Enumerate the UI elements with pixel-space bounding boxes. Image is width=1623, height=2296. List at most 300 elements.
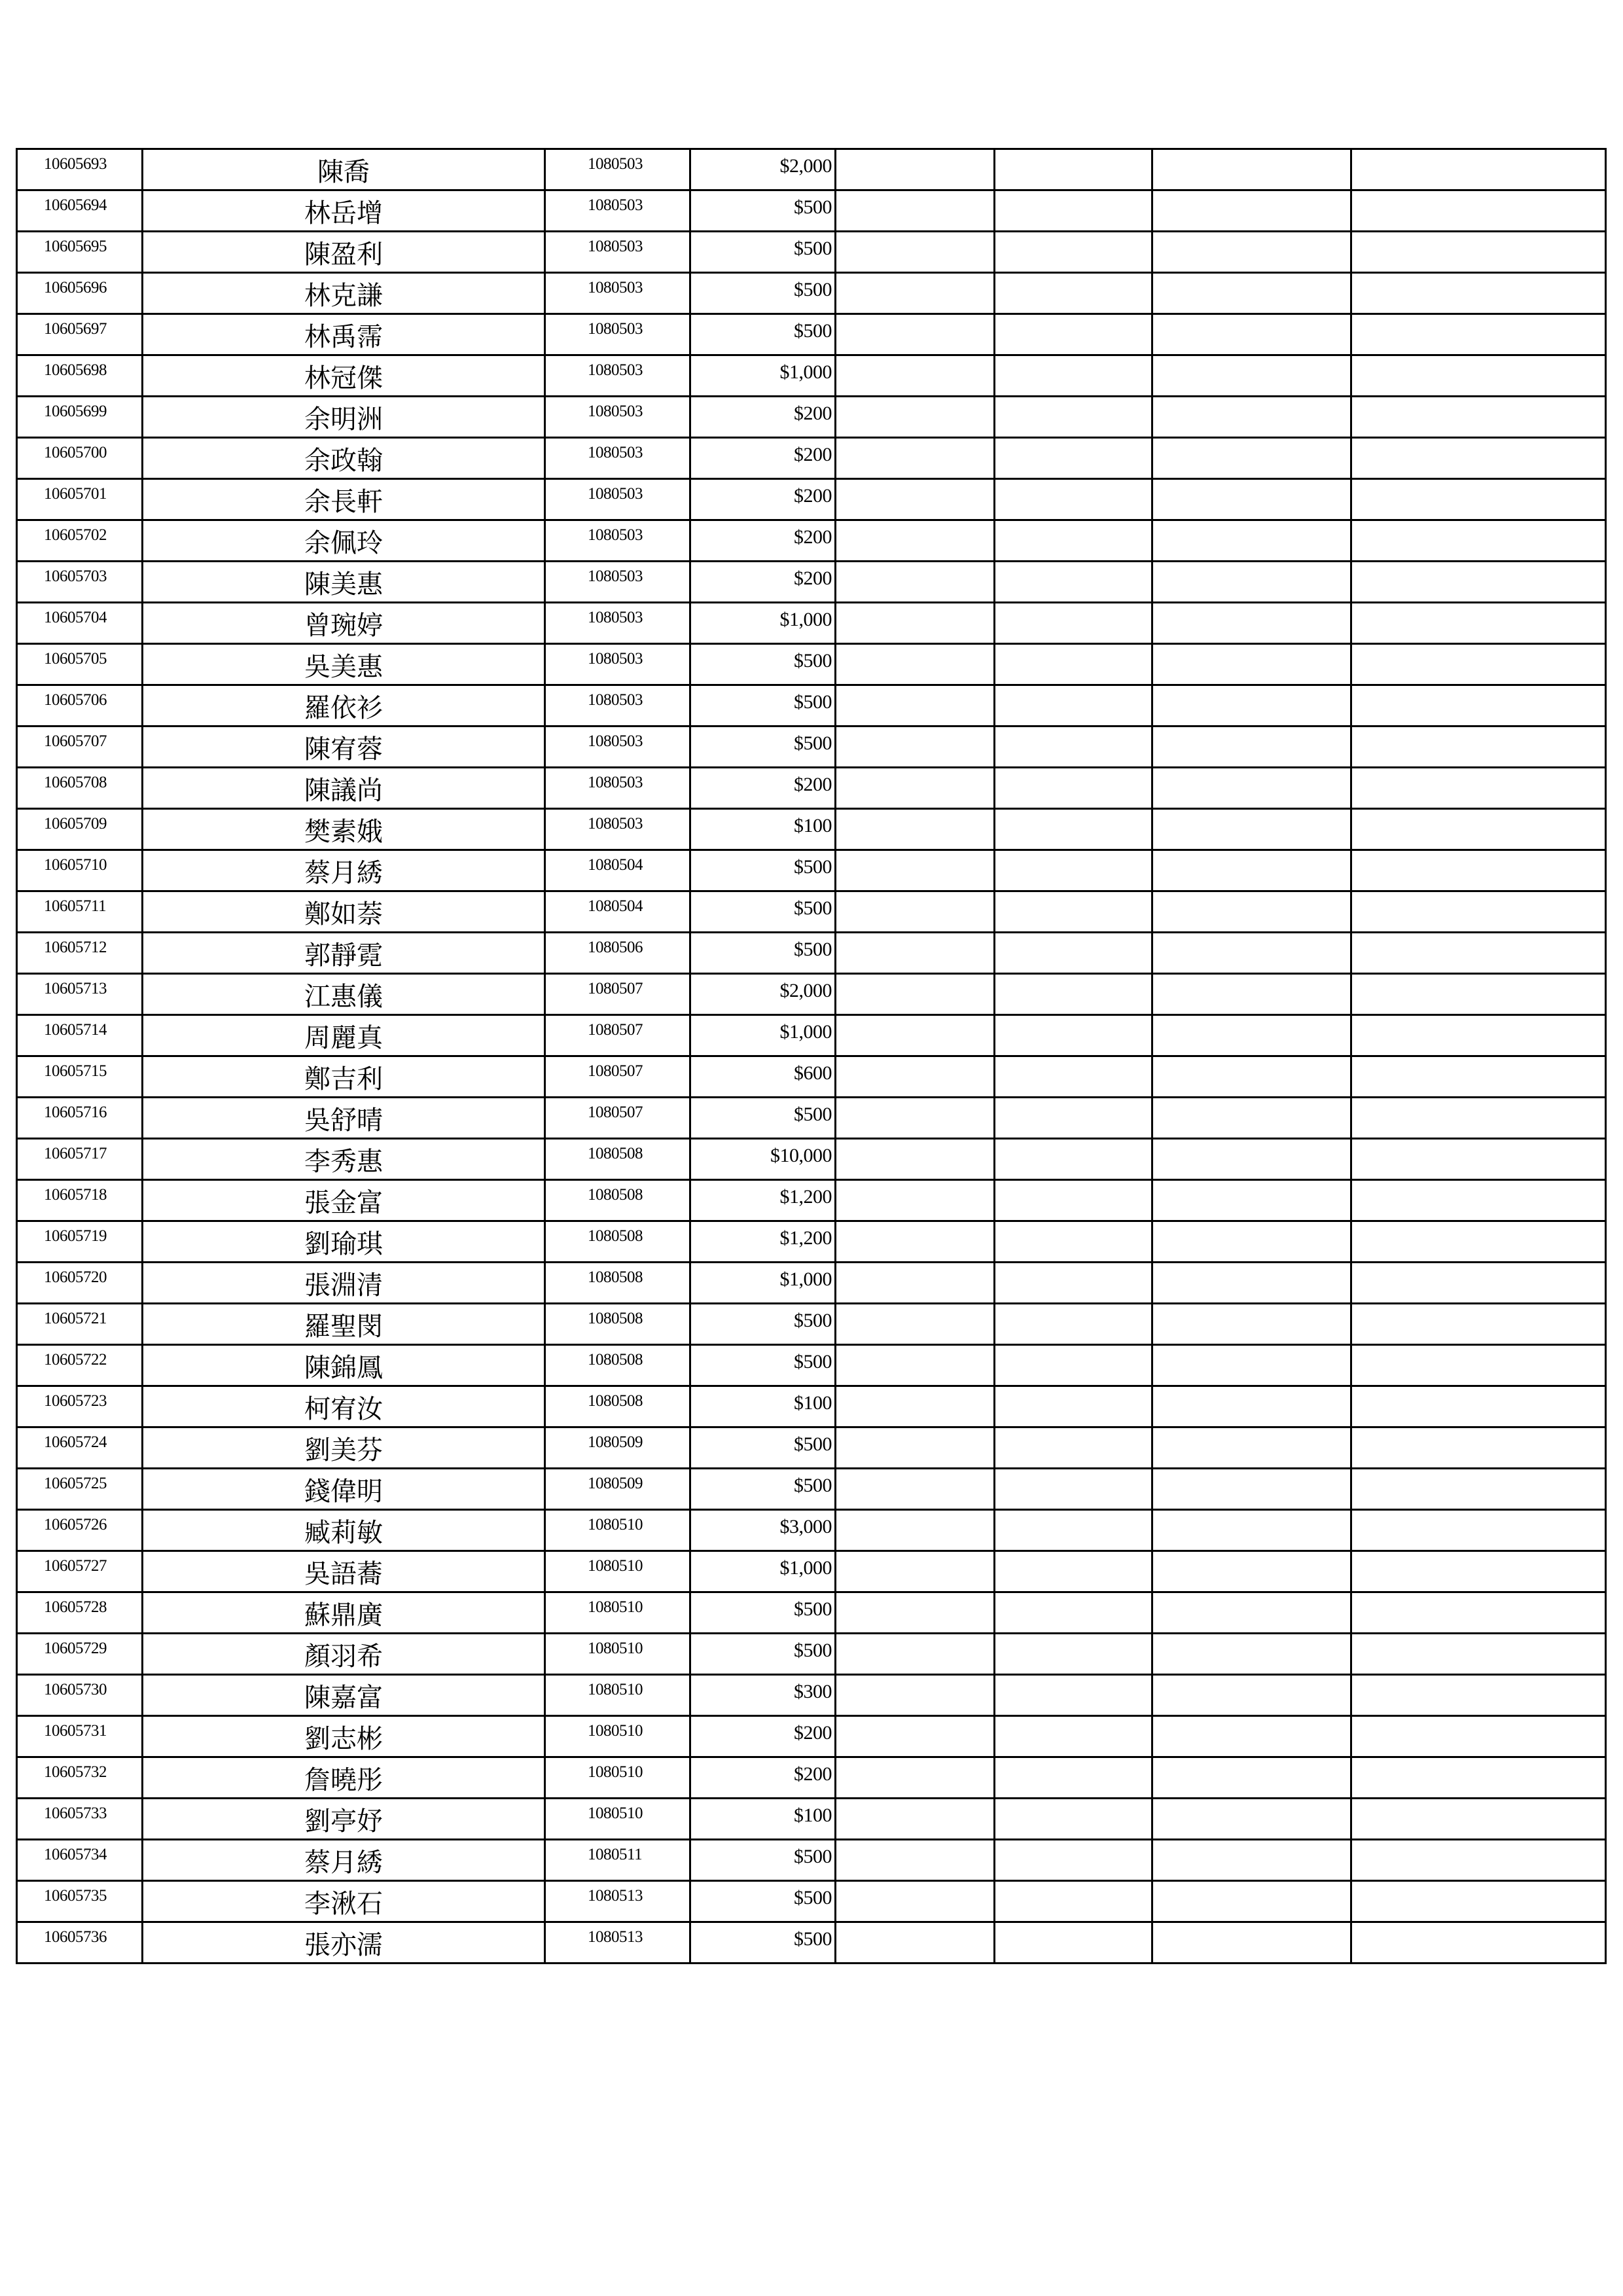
- donation-amount-cell: $300: [690, 1675, 836, 1716]
- empty-cell: [1351, 644, 1606, 685]
- empty-cell: [995, 1139, 1152, 1180]
- empty-cell: [1351, 1386, 1606, 1427]
- table-row: [17, 809, 1606, 850]
- donation-amount-cell: $500: [690, 1345, 836, 1386]
- empty-cell: [836, 397, 995, 438]
- receipt-number-cell: 10605733: [17, 1799, 143, 1840]
- donation-date-cell: 1080503: [545, 438, 690, 479]
- donation-date-cell: 1080503: [545, 355, 690, 397]
- empty-cell: [1152, 562, 1351, 603]
- table-row: [17, 974, 1606, 1015]
- empty-cell: [836, 314, 995, 355]
- table-row: [17, 1221, 1606, 1263]
- table-row: [17, 232, 1606, 273]
- table-row: [17, 562, 1606, 603]
- empty-cell: [1152, 974, 1351, 1015]
- donation-amount-cell: $500: [690, 933, 836, 974]
- empty-cell: [836, 1263, 995, 1304]
- donor-name-cell: 吳美惠: [143, 644, 545, 685]
- empty-cell: [836, 850, 995, 891]
- donation-amount-cell: $1,200: [690, 1180, 836, 1221]
- table-row: [17, 1263, 1606, 1304]
- donation-amount-cell: $100: [690, 1386, 836, 1427]
- receipt-number-cell: 10605712: [17, 933, 143, 974]
- empty-cell: [995, 603, 1152, 644]
- table-row: [17, 1510, 1606, 1551]
- donation-amount-cell: $500: [690, 1098, 836, 1139]
- empty-cell: [995, 1510, 1152, 1551]
- empty-cell: [836, 562, 995, 603]
- table-row: [17, 1098, 1606, 1139]
- table-row: [17, 1840, 1606, 1881]
- donation-date-cell: 1080510: [545, 1510, 690, 1551]
- empty-cell: [836, 1799, 995, 1840]
- empty-cell: [1152, 1510, 1351, 1551]
- donation-date-cell: 1080507: [545, 1098, 690, 1139]
- empty-cell: [995, 314, 1152, 355]
- receipt-number-cell: 10605716: [17, 1098, 143, 1139]
- empty-cell: [1152, 1221, 1351, 1263]
- donor-name-cell: 鄭吉利: [143, 1056, 545, 1098]
- donation-date-cell: 1080508: [545, 1345, 690, 1386]
- empty-cell: [1351, 232, 1606, 273]
- donation-amount-cell: $500: [690, 1881, 836, 1922]
- donation-date-cell: 1080503: [545, 520, 690, 562]
- empty-cell: [1152, 1551, 1351, 1592]
- empty-cell: [995, 438, 1152, 479]
- empty-cell: [1351, 809, 1606, 850]
- receipt-number-cell: 10605697: [17, 314, 143, 355]
- receipt-number-cell: 10605726: [17, 1510, 143, 1551]
- donation-amount-cell: $500: [690, 1840, 836, 1881]
- donor-name-cell: 劉亭妤: [143, 1799, 545, 1840]
- empty-cell: [1351, 1675, 1606, 1716]
- table-row: [17, 190, 1606, 232]
- table-row: [17, 438, 1606, 479]
- empty-cell: [836, 273, 995, 314]
- table-row: [17, 1427, 1606, 1469]
- table-row: [17, 355, 1606, 397]
- donor-name-cell: 余政翰: [143, 438, 545, 479]
- donor-name-cell: 樊素娥: [143, 809, 545, 850]
- donor-name-cell: 林克謙: [143, 273, 545, 314]
- table-row: [17, 933, 1606, 974]
- donor-name-cell: 江惠儀: [143, 974, 545, 1015]
- donor-name-cell: 余長軒: [143, 479, 545, 520]
- donor-name-cell: 陳喬: [143, 149, 545, 190]
- donation-amount-cell: $500: [690, 850, 836, 891]
- empty-cell: [995, 1427, 1152, 1469]
- empty-cell: [1152, 850, 1351, 891]
- empty-cell: [995, 933, 1152, 974]
- donor-name-cell: 陳嘉富: [143, 1675, 545, 1716]
- empty-cell: [1152, 1427, 1351, 1469]
- empty-cell: [1351, 1139, 1606, 1180]
- donor-name-cell: 錢偉明: [143, 1469, 545, 1510]
- empty-cell: [836, 1345, 995, 1386]
- empty-cell: [1351, 1840, 1606, 1881]
- donation-date-cell: 1080510: [545, 1716, 690, 1757]
- empty-cell: [1351, 1221, 1606, 1263]
- empty-cell: [836, 355, 995, 397]
- empty-cell: [1351, 149, 1606, 190]
- donor-name-cell: 陳美惠: [143, 562, 545, 603]
- donation-date-cell: 1080503: [545, 562, 690, 603]
- empty-cell: [836, 1015, 995, 1056]
- empty-cell: [1351, 1757, 1606, 1799]
- empty-cell: [1351, 1592, 1606, 1634]
- table-row: [17, 1881, 1606, 1922]
- table-row: [17, 603, 1606, 644]
- empty-cell: [1351, 1510, 1606, 1551]
- donation-amount-cell: $200: [690, 397, 836, 438]
- empty-cell: [995, 479, 1152, 520]
- donation-amount-cell: $500: [690, 1469, 836, 1510]
- empty-cell: [836, 726, 995, 768]
- donation-amount-cell: $1,000: [690, 1551, 836, 1592]
- empty-cell: [1152, 438, 1351, 479]
- donor-name-cell: 陳議尚: [143, 768, 545, 809]
- receipt-number-cell: 10605696: [17, 273, 143, 314]
- empty-cell: [1351, 603, 1606, 644]
- donation-date-cell: 1080513: [545, 1881, 690, 1922]
- empty-cell: [1152, 768, 1351, 809]
- empty-cell: [836, 1180, 995, 1221]
- receipt-number-cell: 10605709: [17, 809, 143, 850]
- empty-cell: [1351, 1922, 1606, 1964]
- donation-amount-cell: $500: [690, 644, 836, 685]
- donation-amount-cell: $200: [690, 768, 836, 809]
- empty-cell: [1152, 1098, 1351, 1139]
- empty-cell: [1351, 397, 1606, 438]
- donation-amount-cell: $500: [690, 1304, 836, 1345]
- empty-cell: [1152, 1345, 1351, 1386]
- receipt-number-cell: 10605721: [17, 1304, 143, 1345]
- empty-cell: [836, 685, 995, 726]
- ledger-body: [17, 149, 1606, 1964]
- empty-cell: [995, 190, 1152, 232]
- donation-date-cell: 1080510: [545, 1757, 690, 1799]
- receipt-number-cell: 10605693: [17, 149, 143, 190]
- donor-name-cell: 林岳增: [143, 190, 545, 232]
- empty-cell: [995, 726, 1152, 768]
- empty-cell: [1351, 1056, 1606, 1098]
- empty-cell: [1351, 273, 1606, 314]
- empty-cell: [836, 768, 995, 809]
- donor-name-cell: 曾琬婷: [143, 603, 545, 644]
- table-row: [17, 644, 1606, 685]
- receipt-number-cell: 10605704: [17, 603, 143, 644]
- receipt-number-cell: 10605725: [17, 1469, 143, 1510]
- empty-cell: [836, 1592, 995, 1634]
- empty-cell: [1152, 1922, 1351, 1964]
- donation-date-cell: 1080509: [545, 1427, 690, 1469]
- empty-cell: [836, 603, 995, 644]
- empty-cell: [1351, 891, 1606, 933]
- empty-cell: [1152, 1716, 1351, 1757]
- empty-cell: [1152, 149, 1351, 190]
- donor-name-cell: 林禹霈: [143, 314, 545, 355]
- donation-date-cell: 1080508: [545, 1139, 690, 1180]
- empty-cell: [1351, 850, 1606, 891]
- empty-cell: [1351, 1304, 1606, 1345]
- donation-amount-cell: $1,000: [690, 1263, 836, 1304]
- empty-cell: [836, 1469, 995, 1510]
- empty-cell: [1152, 314, 1351, 355]
- donor-name-cell: 劉美芬: [143, 1427, 545, 1469]
- empty-cell: [1152, 1386, 1351, 1427]
- empty-cell: [1351, 355, 1606, 397]
- donation-amount-cell: $500: [690, 232, 836, 273]
- empty-cell: [1351, 190, 1606, 232]
- donation-amount-cell: $500: [690, 314, 836, 355]
- empty-cell: [995, 520, 1152, 562]
- empty-cell: [995, 1922, 1152, 1964]
- empty-cell: [995, 1263, 1152, 1304]
- empty-cell: [836, 232, 995, 273]
- donation-amount-cell: $200: [690, 1716, 836, 1757]
- donor-name-cell: 郭靜霓: [143, 933, 545, 974]
- empty-cell: [1152, 1180, 1351, 1221]
- empty-cell: [1152, 1840, 1351, 1881]
- donation-date-cell: 1080503: [545, 397, 690, 438]
- receipt-number-cell: 10605711: [17, 891, 143, 933]
- empty-cell: [836, 891, 995, 933]
- table-row: [17, 1015, 1606, 1056]
- receipt-number-cell: 10605736: [17, 1922, 143, 1964]
- donation-date-cell: 1080503: [545, 149, 690, 190]
- table-row: [17, 1056, 1606, 1098]
- empty-cell: [995, 149, 1152, 190]
- table-row: [17, 1469, 1606, 1510]
- donation-amount-cell: $600: [690, 1056, 836, 1098]
- empty-cell: [1152, 1757, 1351, 1799]
- donor-name-cell: 吳語蕎: [143, 1551, 545, 1592]
- donation-amount-cell: $500: [690, 1427, 836, 1469]
- donation-amount-cell: $200: [690, 479, 836, 520]
- table-row: [17, 1716, 1606, 1757]
- receipt-number-cell: 10605694: [17, 190, 143, 232]
- donation-amount-cell: $3,000: [690, 1510, 836, 1551]
- empty-cell: [1351, 768, 1606, 809]
- table-row: [17, 726, 1606, 768]
- empty-cell: [995, 1098, 1152, 1139]
- receipt-number-cell: 10605700: [17, 438, 143, 479]
- receipt-number-cell: 10605724: [17, 1427, 143, 1469]
- receipt-number-cell: 10605723: [17, 1386, 143, 1427]
- donation-amount-cell: $1,000: [690, 603, 836, 644]
- donation-amount-cell: $1,000: [690, 1015, 836, 1056]
- table-row: [17, 149, 1606, 190]
- empty-cell: [836, 190, 995, 232]
- empty-cell: [1351, 562, 1606, 603]
- donation-date-cell: 1080510: [545, 1675, 690, 1716]
- receipt-number-cell: 10605714: [17, 1015, 143, 1056]
- empty-cell: [1351, 1263, 1606, 1304]
- empty-cell: [995, 1469, 1152, 1510]
- donation-amount-cell: $200: [690, 520, 836, 562]
- empty-cell: [836, 1221, 995, 1263]
- donation-amount-cell: $500: [690, 1592, 836, 1634]
- empty-cell: [1351, 933, 1606, 974]
- donor-name-cell: 陳盈利: [143, 232, 545, 273]
- table-row: [17, 1799, 1606, 1840]
- table-row: [17, 685, 1606, 726]
- receipt-number-cell: 10605720: [17, 1263, 143, 1304]
- empty-cell: [1152, 685, 1351, 726]
- empty-cell: [1152, 1469, 1351, 1510]
- receipt-number-cell: 10605703: [17, 562, 143, 603]
- empty-cell: [995, 562, 1152, 603]
- empty-cell: [836, 1427, 995, 1469]
- empty-cell: [995, 1221, 1152, 1263]
- empty-cell: [836, 1840, 995, 1881]
- donation-amount-cell: $2,000: [690, 149, 836, 190]
- empty-cell: [995, 891, 1152, 933]
- empty-cell: [1152, 273, 1351, 314]
- donation-amount-cell: $500: [690, 1634, 836, 1675]
- donor-name-cell: 林冠傑: [143, 355, 545, 397]
- table-row: [17, 397, 1606, 438]
- empty-cell: [836, 644, 995, 685]
- empty-cell: [836, 1304, 995, 1345]
- empty-cell: [836, 933, 995, 974]
- donor-name-cell: 鄭如萘: [143, 891, 545, 933]
- donor-name-cell: 顏羽希: [143, 1634, 545, 1675]
- empty-cell: [995, 850, 1152, 891]
- empty-cell: [836, 1634, 995, 1675]
- donation-amount-cell: $1,000: [690, 355, 836, 397]
- donor-name-cell: 羅依衫: [143, 685, 545, 726]
- donation-date-cell: 1080506: [545, 933, 690, 974]
- empty-cell: [1351, 1551, 1606, 1592]
- donor-name-cell: 詹曉彤: [143, 1757, 545, 1799]
- receipt-number-cell: 10605732: [17, 1757, 143, 1799]
- donor-name-cell: 李秀惠: [143, 1139, 545, 1180]
- empty-cell: [836, 1922, 995, 1964]
- donation-amount-cell: $10,000: [690, 1139, 836, 1180]
- empty-cell: [1152, 726, 1351, 768]
- receipt-number-cell: 10605722: [17, 1345, 143, 1386]
- empty-cell: [1351, 314, 1606, 355]
- receipt-number-cell: 10605701: [17, 479, 143, 520]
- donor-name-cell: 劉志彬: [143, 1716, 545, 1757]
- empty-cell: [1351, 1469, 1606, 1510]
- receipt-number-cell: 10605718: [17, 1180, 143, 1221]
- empty-cell: [1152, 1015, 1351, 1056]
- table-row: [17, 1180, 1606, 1221]
- donor-name-cell: 余佩玲: [143, 520, 545, 562]
- empty-cell: [836, 149, 995, 190]
- empty-cell: [1152, 1056, 1351, 1098]
- receipt-number-cell: 10605717: [17, 1139, 143, 1180]
- donor-name-cell: 羅聖閔: [143, 1304, 545, 1345]
- empty-cell: [1351, 1098, 1606, 1139]
- donor-name-cell: 蔡月綉: [143, 850, 545, 891]
- receipt-number-cell: 10605706: [17, 685, 143, 726]
- empty-cell: [995, 1056, 1152, 1098]
- empty-cell: [1152, 1263, 1351, 1304]
- donation-date-cell: 1080510: [545, 1592, 690, 1634]
- empty-cell: [1152, 479, 1351, 520]
- donor-name-cell: 陳宥蓉: [143, 726, 545, 768]
- table-row: [17, 768, 1606, 809]
- empty-cell: [1152, 1799, 1351, 1840]
- empty-cell: [995, 1551, 1152, 1592]
- receipt-number-cell: 10605698: [17, 355, 143, 397]
- donation-date-cell: 1080504: [545, 891, 690, 933]
- empty-cell: [995, 644, 1152, 685]
- donor-name-cell: 蘇鼎廣: [143, 1592, 545, 1634]
- empty-cell: [1351, 520, 1606, 562]
- donor-name-cell: 臧莉敏: [143, 1510, 545, 1551]
- receipt-number-cell: 10605727: [17, 1551, 143, 1592]
- empty-cell: [995, 1881, 1152, 1922]
- empty-cell: [836, 1551, 995, 1592]
- donation-date-cell: 1080503: [545, 190, 690, 232]
- empty-cell: [995, 232, 1152, 273]
- empty-cell: [995, 1799, 1152, 1840]
- donation-amount-cell: $200: [690, 438, 836, 479]
- donation-date-cell: 1080510: [545, 1799, 690, 1840]
- donation-date-cell: 1080508: [545, 1221, 690, 1263]
- donation-date-cell: 1080503: [545, 314, 690, 355]
- donation-amount-cell: $2,000: [690, 974, 836, 1015]
- empty-cell: [836, 479, 995, 520]
- empty-cell: [995, 768, 1152, 809]
- donor-name-cell: 張淵清: [143, 1263, 545, 1304]
- empty-cell: [1351, 438, 1606, 479]
- donation-amount-cell: $500: [690, 726, 836, 768]
- empty-cell: [836, 1386, 995, 1427]
- donor-name-cell: 柯宥汝: [143, 1386, 545, 1427]
- receipt-number-cell: 10605699: [17, 397, 143, 438]
- empty-cell: [995, 974, 1152, 1015]
- empty-cell: [995, 1716, 1152, 1757]
- empty-cell: [995, 1345, 1152, 1386]
- empty-cell: [836, 1139, 995, 1180]
- donation-amount-cell: $200: [690, 562, 836, 603]
- empty-cell: [1351, 1015, 1606, 1056]
- empty-cell: [995, 1180, 1152, 1221]
- empty-cell: [836, 520, 995, 562]
- donation-amount-cell: $500: [690, 685, 836, 726]
- donation-amount-cell: $1,200: [690, 1221, 836, 1263]
- receipt-number-cell: 10605731: [17, 1716, 143, 1757]
- donation-date-cell: 1080511: [545, 1840, 690, 1881]
- donation-date-cell: 1080508: [545, 1304, 690, 1345]
- empty-cell: [1152, 933, 1351, 974]
- donation-date-cell: 1080504: [545, 850, 690, 891]
- receipt-number-cell: 10605728: [17, 1592, 143, 1634]
- donor-name-cell: 李湫石: [143, 1881, 545, 1922]
- receipt-number-cell: 10605719: [17, 1221, 143, 1263]
- empty-cell: [836, 1510, 995, 1551]
- donation-amount-cell: $200: [690, 1757, 836, 1799]
- empty-cell: [1152, 891, 1351, 933]
- empty-cell: [1152, 1675, 1351, 1716]
- empty-cell: [995, 1015, 1152, 1056]
- empty-cell: [1152, 232, 1351, 273]
- empty-cell: [995, 1386, 1152, 1427]
- receipt-number-cell: 10605708: [17, 768, 143, 809]
- donation-amount-cell: $100: [690, 1799, 836, 1840]
- empty-cell: [995, 685, 1152, 726]
- donor-name-cell: 蔡月綉: [143, 1840, 545, 1881]
- receipt-number-cell: 10605710: [17, 850, 143, 891]
- donor-name-cell: 張金富: [143, 1180, 545, 1221]
- empty-cell: [836, 974, 995, 1015]
